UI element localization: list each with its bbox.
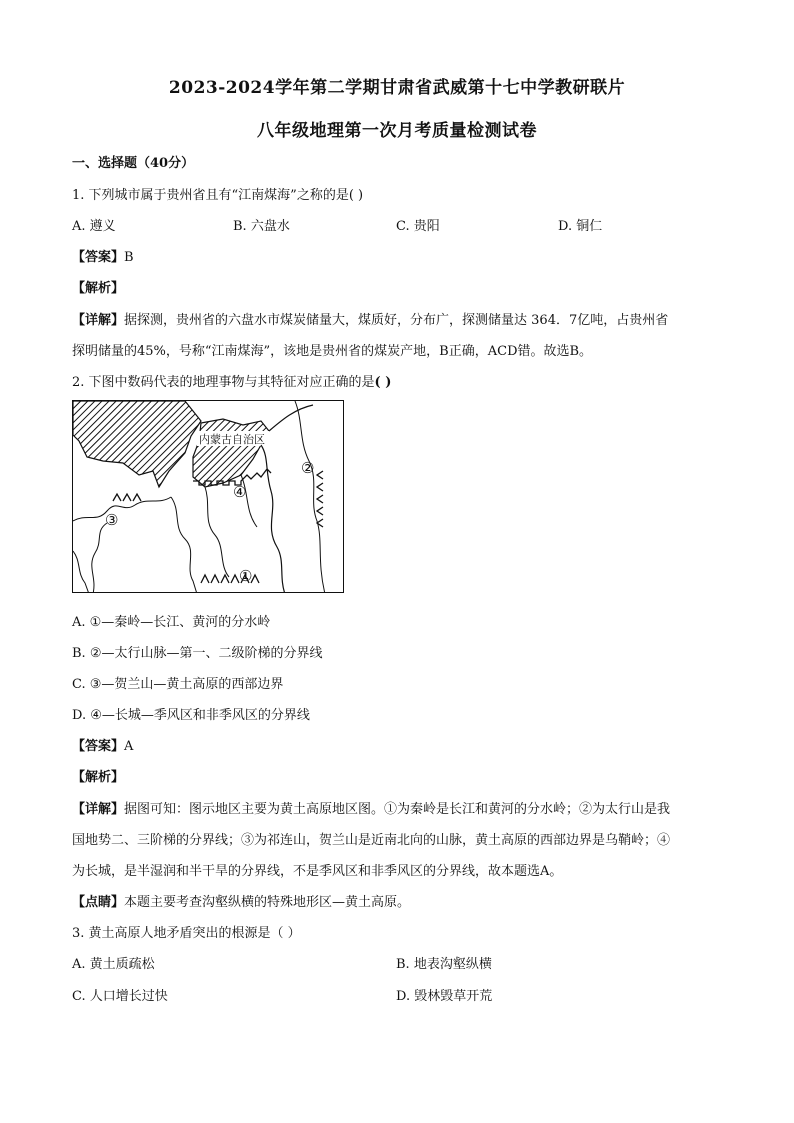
q1-option-d: D. 铜仁 bbox=[558, 219, 603, 234]
answer-tag: 【答案】 bbox=[72, 250, 125, 265]
hatched-region-inner-mongolia bbox=[193, 419, 269, 487]
map-region-label: 内蒙古自治区 bbox=[199, 433, 265, 446]
boundary-line-1 bbox=[73, 497, 171, 521]
answer-value: A bbox=[124, 739, 134, 754]
map-figure bbox=[73, 401, 344, 593]
q2-option-a: A. ①—秦岭—长江、黄河的分水岭 bbox=[72, 615, 271, 630]
q2-option-d: D. ④—长城—季风区和非季风区的分界线 bbox=[72, 708, 310, 723]
q3-option-b: B. 地表沟壑纵横 bbox=[396, 957, 492, 972]
map-marker-4: ④ bbox=[233, 483, 247, 501]
boundary-line-2 bbox=[92, 523, 107, 593]
q2-detail-line3: 为长城，是半湿润和半干旱的分界线，不是季风区和非季风区的分界线，故本题选A。 bbox=[72, 864, 563, 879]
q1-detail-line1: 【详解】据探测，贵州省的六盘水市煤炭储量大，煤质好，分布广，探测储量达 364．7亿吨，占贵州省 bbox=[72, 313, 669, 328]
q2-comment: 【点睛】本题主要考查沟壑纵横的特殊地形区—黄土高原。 bbox=[72, 895, 411, 910]
q2-analysis-tag: 【解析】 bbox=[72, 770, 125, 785]
q1-detail-line2: 探明储量的45%，号称“江南煤海”，该地是贵州省的煤炭产地，B正确，ACD错。故选B。 bbox=[72, 344, 593, 359]
q1-option-b: B. 六盘水 bbox=[233, 219, 290, 234]
coast-line-left bbox=[73, 551, 89, 593]
loess-plateau-map bbox=[72, 400, 344, 593]
q2-detail-line1: 【详解】据图可知：图示地区主要为黄土高原地区图。①为秦岭是长江和黄河的分水岭；②为太行山是我 bbox=[72, 802, 671, 817]
section-heading: 一、选择题（40分） bbox=[72, 156, 195, 171]
detail-tag: 【详解】 bbox=[72, 802, 125, 817]
q2-option-b: B. ②—太行山脉—第一、二级阶梯的分界线 bbox=[72, 646, 323, 661]
q3-stem: 3. 黄土高原人地矛盾突出的根源是（ ） bbox=[72, 926, 301, 941]
exam-title-line2: 八年级地理第一次月考质量检测试卷 bbox=[257, 121, 537, 141]
map-marker-3: ③ bbox=[105, 511, 119, 529]
boundary-line-4 bbox=[205, 487, 229, 577]
answer-value: B bbox=[124, 250, 134, 265]
q3-option-a: A. 黄土质疏松 bbox=[72, 957, 155, 972]
answer-tag: 【答案】 bbox=[72, 739, 125, 754]
q2-detail-line2: 国地势二、三阶梯的分界线；③为祁连山，贺兰山是近南北向的山脉，黄土高原的西部边界是乌鞘岭；④ bbox=[72, 833, 671, 848]
q1-stem: 1. 下列城市属于贵州省且有“江南煤海”之称的是( ) bbox=[72, 188, 364, 203]
q3-option-c: C. 人口增长过快 bbox=[72, 989, 168, 1004]
exam-title-line1: 2023-2024学年第二学期甘肃省武威第十七中学教研联片 bbox=[168, 78, 626, 98]
q1-analysis-tag: 【解析】 bbox=[72, 281, 125, 296]
q1-answer bbox=[72, 246, 134, 265]
boundary-line-3 bbox=[171, 497, 197, 593]
q1-option-a: A. 遵义 bbox=[72, 219, 116, 234]
comment-tag: 【点睛】 bbox=[72, 895, 125, 910]
hatched-region-west bbox=[73, 401, 201, 487]
q2-stem: 2. 下图中数码代表的地理事物与其特征对应正确的是( ) bbox=[72, 375, 392, 390]
mountain-ticks-taihang bbox=[317, 471, 323, 527]
map-marker-1: ① bbox=[239, 567, 253, 585]
q3-option-d: D. 毁林毁草开荒 bbox=[396, 989, 493, 1004]
mountain-ticks-helan bbox=[113, 494, 141, 501]
map-marker-2: ② bbox=[301, 459, 315, 477]
q2-option-c: C. ③—贺兰山—黄土高原的西部边界 bbox=[72, 677, 284, 692]
detail-tag: 【详解】 bbox=[72, 313, 125, 328]
q1-option-c: C. 贵阳 bbox=[396, 219, 440, 234]
q2-answer bbox=[72, 735, 133, 754]
